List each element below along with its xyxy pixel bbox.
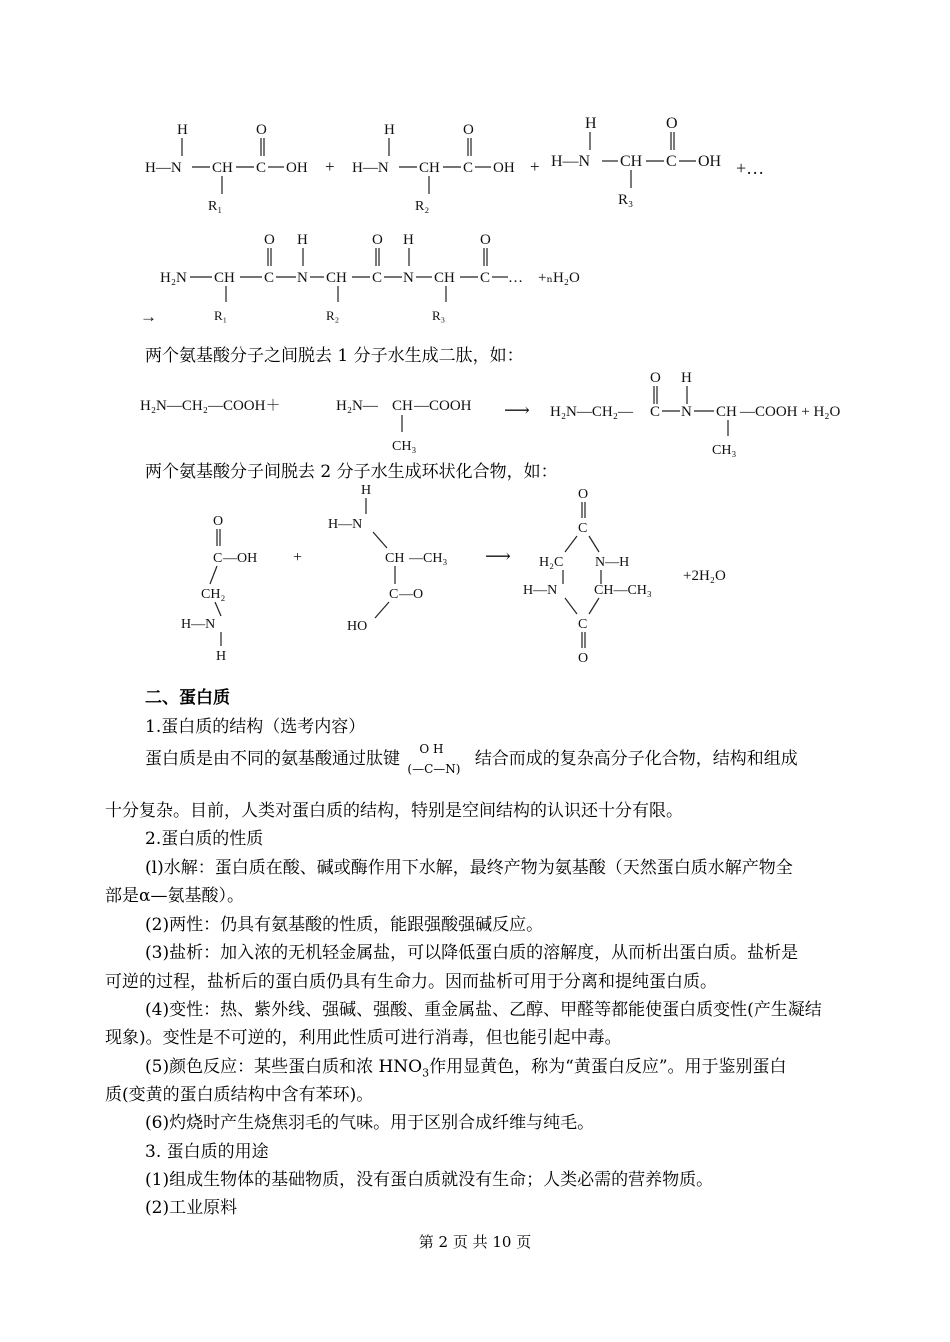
salting-out-line-2: 可逆的过程，盐析后的蛋白质仍具有生命力。因而盐析可用于分离和提纯蛋白质。: [105, 972, 717, 992]
hn-label: H—N: [181, 617, 216, 632]
water-label: +ₙH₂O: [538, 270, 580, 286]
r2-label: R₂: [326, 308, 340, 323]
amino-acid-1: [145, 122, 308, 214]
r2-label: R₂: [415, 199, 430, 214]
dipeptide-intro: 两个氨基酸分子之间脱去 1 分子水生成二肽，如：: [145, 346, 524, 366]
o-label: O: [666, 115, 678, 132]
ellipsis: …: [508, 270, 523, 286]
glycine-label: H₂N—CH₂—COOH＋: [140, 398, 281, 414]
amino-acid-3: [551, 115, 722, 208]
o-label: O: [213, 514, 224, 529]
ch3-label: CH₃: [712, 443, 737, 458]
hn-label: H—N: [145, 160, 182, 176]
properties-title: 2.蛋白质的性质: [145, 829, 264, 849]
r3-label: R₃: [432, 308, 446, 323]
subscript-3: 3: [422, 1066, 430, 1080]
burning-line: (6)灼烧时产生烧焦羽毛的气味。用于区别合成纤维与纯毛。: [145, 1113, 595, 1133]
c-label: C: [372, 270, 383, 286]
n-label: N: [403, 270, 414, 286]
amino-acid-equation: [140, 110, 800, 220]
alanine-left: H₂N—: [336, 398, 378, 414]
hn-label: H—N: [328, 517, 363, 532]
hydrolysis-line-2: 部是α—氨基酸）。: [105, 886, 244, 906]
plus-ellipsis: +…: [736, 158, 765, 178]
alanine-ch: CH: [392, 398, 413, 414]
alanine-structure: [328, 483, 447, 634]
hn-label: H—N: [551, 153, 591, 170]
h-label: H: [297, 232, 308, 248]
structure-text-a: 蛋白质是由不同的氨基酸通过肽键: [145, 749, 400, 769]
c-label: C: [389, 587, 399, 602]
oh-label: OH: [286, 160, 308, 176]
product-left: H₂N—CH₂—: [550, 404, 633, 420]
ch-label: CH—CH₃: [594, 583, 652, 598]
product-c: C: [650, 404, 661, 420]
h-label: H: [585, 115, 597, 132]
plus-sign: +: [530, 157, 540, 176]
peptide-bond-formula: [405, 742, 469, 776]
o-label: O: [256, 122, 267, 138]
c-label: C: [463, 160, 474, 176]
o-label: O: [650, 370, 661, 386]
ch3-label: CH₃: [392, 439, 417, 454]
water-label: +2H₂O: [683, 568, 726, 584]
section-title: 二、蛋白质: [145, 688, 230, 708]
o-label: O: [264, 232, 275, 248]
peptide-bond-top: O H: [419, 742, 444, 756]
h-label: H: [384, 122, 395, 138]
plus-sign: +: [325, 157, 335, 176]
h-label: H: [681, 370, 692, 386]
cyclic-equation: [175, 480, 775, 670]
ch2-label: CH₂: [201, 587, 226, 602]
structure-title: 1.蛋白质的结构（选考内容）: [145, 717, 366, 737]
ch-label: CH: [434, 270, 455, 286]
hn-label: H—N: [523, 583, 558, 598]
c-label: C: [264, 270, 275, 286]
structure-line-2: 十分复杂。目前，人类对蛋白质的结构，特别是空间结构的认识还十分有限。: [105, 801, 683, 821]
o-label: O: [372, 232, 383, 248]
ch-label: CH: [620, 153, 643, 170]
product-right: —COOH + H₂O: [740, 404, 841, 420]
polypeptide-product: [140, 222, 660, 332]
c-label: C: [578, 617, 588, 632]
h2n-label: H₂N: [160, 270, 187, 286]
h-label: H: [361, 483, 372, 498]
hn-label: H—N: [352, 160, 389, 176]
h2c-label: H₂C: [539, 555, 564, 570]
r1-label: R₁: [214, 308, 228, 323]
nh-label: N—H: [595, 555, 630, 570]
structure-line-1: [145, 742, 798, 776]
ch3-label: —CH₃: [409, 551, 448, 566]
ch-label: CH: [212, 160, 233, 176]
color-reaction-line-2: 质(变黄的蛋白质结构中含有苯环)。: [105, 1085, 374, 1105]
c-label: C: [480, 270, 491, 286]
use-1: (1)组成生物体的基础物质，没有蛋白质就没有生命；人类必需的营养物质。: [145, 1170, 714, 1190]
salting-out-line-1: (3)盐析：加入浓的无机轻金属盐，可以降低蛋白质的溶解度，从而析出蛋白质。盐析是: [145, 943, 799, 963]
structure-text-b: 结合而成的复杂高分子化合物，结构和组成: [474, 749, 798, 769]
o-label: O: [578, 487, 589, 502]
ho-label: HO: [347, 619, 368, 634]
dipeptide-equation: [140, 368, 870, 458]
denaturation-line-2: 现象)。变性是不可逆的，利用此性质可进行消毒，但也能引起中毒。: [105, 1028, 622, 1048]
h-label: H: [216, 649, 227, 664]
reaction-arrow: →: [140, 307, 157, 326]
c-label: C: [578, 521, 588, 536]
oh-label: OH: [493, 160, 515, 176]
n-label: N: [297, 270, 308, 286]
c-label: C: [213, 551, 223, 566]
ch-label: CH: [419, 160, 440, 176]
h-label: H: [177, 122, 188, 138]
oh-label: OH: [698, 153, 722, 170]
o-label: O: [480, 232, 491, 248]
hydrolysis-line-1: (l)水解：蛋白质在酸、碱或酶作用下水解，最终产物为氨基酸（天然蛋白质水解产物全: [145, 858, 793, 878]
product-n: N: [681, 404, 692, 420]
o-label: —O: [399, 587, 424, 602]
color-reaction-a1: (5)颜色反应：某些蛋白质和浓 HNO: [145, 1057, 423, 1077]
peptide-bond-bottom: (—C—N): [407, 762, 461, 776]
ch-label: CH: [385, 551, 405, 566]
oh-label: —OH: [223, 551, 258, 566]
o-label: O: [578, 651, 589, 666]
ch-label: CH: [214, 270, 235, 286]
cyclic-intro: 两个氨基酸分子间脱去 2 分子水生成环状化合物，如：: [145, 462, 558, 482]
color-reaction-a2: 作用显黄色，称为“黄蛋白反应”。用于鉴别蛋白: [429, 1057, 787, 1077]
c-label: C: [256, 160, 267, 176]
alanine-right: —COOH: [414, 398, 472, 414]
color-reaction-line-1: [145, 1054, 787, 1080]
r3-label: R₃: [618, 192, 634, 208]
uses-title: 3. 蛋白质的用途: [145, 1142, 269, 1162]
product-ch: CH: [716, 404, 737, 420]
amphoteric-line: (2)两性：仍具有氨基酸的性质，能跟强酸强碱反应。: [145, 915, 544, 935]
r1-label: R₁: [208, 199, 223, 214]
h-label: H: [403, 232, 414, 248]
amino-acid-2: [352, 122, 515, 214]
glycine-structure: [181, 514, 257, 664]
o-label: O: [463, 122, 474, 138]
ch-label: CH: [326, 270, 347, 286]
use-2: (2)工业原料: [145, 1198, 238, 1218]
reaction-arrow: ⟶: [485, 546, 511, 566]
diketopiperazine-product: [523, 487, 652, 666]
reaction-arrow: ⟶: [504, 400, 530, 420]
c-label: C: [666, 153, 677, 170]
page-footer: 第 2 页 共 10 页: [418, 1233, 532, 1251]
plus-sign: +: [293, 549, 303, 566]
denaturation-line-1: (4)变性：热、紫外线、强碱、强酸、重金属盐、乙醇、甲醛等都能使蛋白质变性(产生凝结: [145, 1000, 822, 1020]
